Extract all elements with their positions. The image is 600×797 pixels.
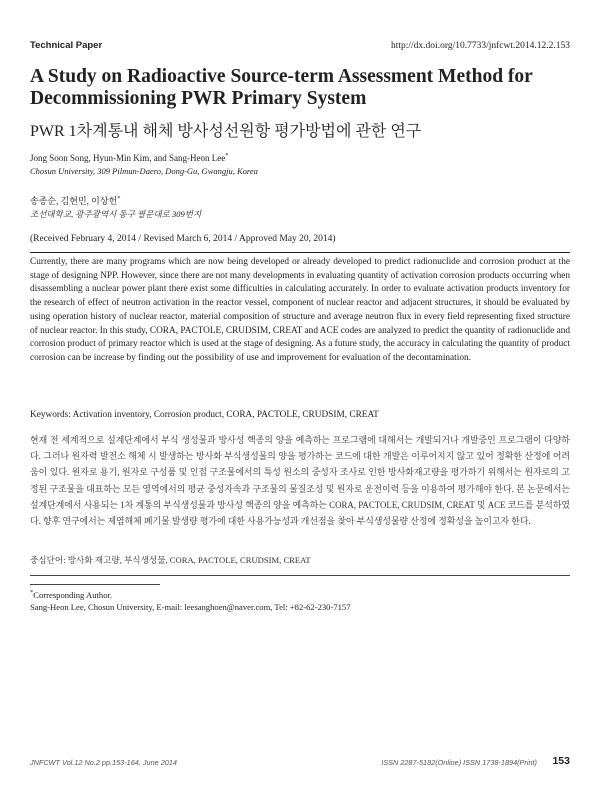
footnote-rule: [30, 584, 160, 585]
footer-issn: ISSN 2287-5182(Online) ISSN 1738-1894(Print): [381, 758, 537, 767]
running-header: [30, 40, 570, 51]
author-names-korean: 송종순, 김현민, 이상헌: [30, 196, 118, 206]
author-names-english: Jong Soon Song, Hyun-Min Kim, and Sang-Heon Lee: [30, 153, 226, 163]
keywords-english: Keywords: Activation inventory, Corrosion product, CORA, PACTOLE, CRUDSIM, CREAT: [30, 410, 379, 420]
divider-bottom: [30, 575, 570, 576]
doi-link[interactable]: http://dx.doi.org/10.7733/jnfcwt.2014.12.2.153: [390, 41, 570, 51]
corresponding-author-label: [30, 589, 112, 600]
abstract-english: Currently, there are many programs which are now being developed or already developed to predict radionuclide and corrosion product at the stage of designing NPP. However, since there are not many developments in evaluating quantity of activation corrosion products occurring when disassembling a nuclear power plant there exist some difficulties in calculating accurately. In order to evaluate activation products inventory for the research of effect of neutron activation in the reactor vessel, component of nuclear reactor and adjacent structures, it should be evaluated by using operation history of nuclear reactor, material composition of structure and average neutron flux in every field representing fixed structure of nuclear reactor. In this study, CORA, PACTOLE, CRUDSIM, CREAT and ACE codes are analyzed to predict the quantity of radionuclide and corrosion product of primary reactor which is used at the stage of designing. As a future study, the accuracy in calculating the quantity of product corrosion can be increase by finding out the possibility of use and improvement for evaluation of the decontamination.: [30, 257, 570, 363]
section-label: Technical Paper: [30, 40, 103, 51]
affiliation-english: Chosun University, 309 Pilmun-Daero, Dong-Gu, Gwangju, Korea: [30, 166, 258, 176]
abstract-korean: 현재 전 세계적으로 설계단계에서 부식 생성물과 방사성 핵종의 양을 예측하는 프로그램에 대해서는 개발되거나 개발중인 프로그램이 다양하다. 그러나 원자력 발전소 해체 시 발생하는 방사화 부식생성물의 양을 평가하는 코드에 대한 개발은 이루어지지 않고 있어 정확한 산정에 어려움이 있다. 원자로 용기, 원자로 구성품 및 인접 구조물에서의 특성 원소의 중성자 조사로 인한 방사화재고량을 평가하기 위해서는 원자로의 고정된 구조물을 대표하는 모든 영역에서의 평균 중성자속과 구조물의 물질조성 및 원자로 운전이력 등을 이용하여 평가해야 한다. 본 논문에서는 설계단계에서 사용되는 1차 계통의 부식생성물과 방사성 핵종의 양을 예측하는 CORA, PACTOLE, CRUDSIM, CREAT 및 ACE 코드를 분석하였다. 향후 연구에서는 제염해체 폐기물 발생량 평가에 대한 사용가능성과 개선점을 찾아 부식생성물량 산정에 정확성을 높이고자 한다.: [30, 435, 570, 527]
keywords-korean: 중심단어: 방사화 재고량, 부식생성물, CORA, PACTOLE, CRUDSIM, CREAT: [30, 555, 311, 565]
corresponding-mark: *: [225, 152, 229, 159]
footer-journal-info: JNFCWT Vol.12 No.2 pp.153-164, June 2014: [30, 758, 177, 767]
corresponding-label-text: Corresponding Author.: [33, 589, 113, 600]
page-number: 153: [552, 755, 570, 767]
corresponding-author-details: Sang-Heon Lee, Chosun University, E-mail: leesanghoen@naver.com, Tel: +82-62-230-7157: [30, 602, 351, 612]
title-english: A Study on Radioactive Source-term Assessment Method for Decommissioning PWR Primary System: [30, 66, 533, 109]
received-dates: (Received February 4, 2014 / Revised March 6, 2014 / Approved May 20, 2014): [30, 234, 336, 244]
footnote-mark: *: [30, 589, 34, 596]
title-korean: PWR 1차계통내 해체 방사성선원항 평가방법에 관한 연구: [30, 123, 422, 140]
authors-korean: [30, 194, 121, 207]
affiliation-korean: 조선대학교, 광주광역시 동구 필문대로 309번지: [30, 209, 202, 219]
corresponding-mark-korean: *: [117, 195, 121, 202]
divider-top: [30, 252, 570, 253]
authors-english: [30, 152, 229, 163]
